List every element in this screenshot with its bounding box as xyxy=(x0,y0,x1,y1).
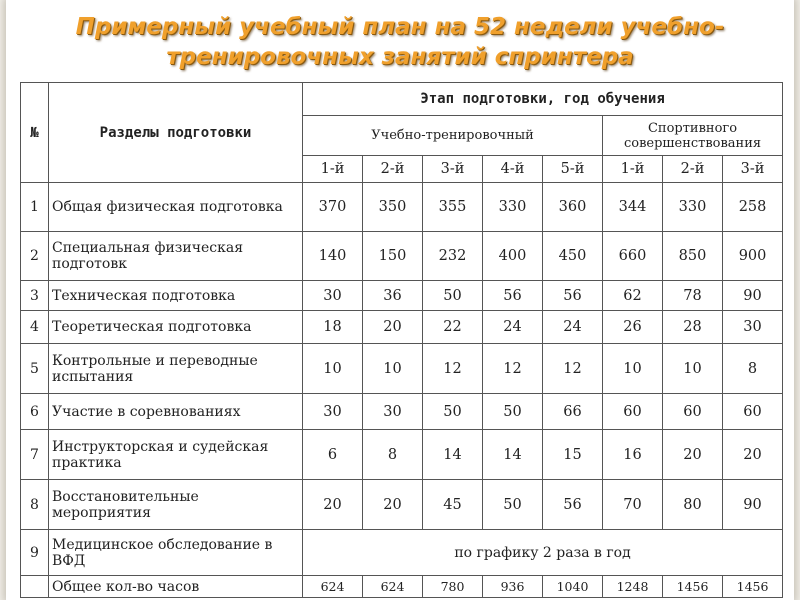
training-plan-table xyxy=(20,82,783,598)
row-value: 450 xyxy=(543,232,603,281)
row-value: 20 xyxy=(363,311,423,344)
row-value: 12 xyxy=(483,344,543,394)
row-section-name: Восстановительные мероприятия xyxy=(49,480,303,530)
row-value: 10 xyxy=(363,344,423,394)
row-number: 8 xyxy=(21,480,49,530)
row-value: 45 xyxy=(423,480,483,530)
row-value: 12 xyxy=(543,344,603,394)
table-row xyxy=(21,344,783,394)
header-year: 2-й xyxy=(363,156,423,183)
row-value: 78 xyxy=(663,281,723,311)
row-value: 30 xyxy=(303,394,363,430)
row-value: 12 xyxy=(423,344,483,394)
row-value: 360 xyxy=(543,183,603,232)
row-value: 16 xyxy=(603,430,663,480)
row-number: 4 xyxy=(21,311,49,344)
row-section-name: Теоретическая подготовка xyxy=(49,311,303,344)
row-value: 70 xyxy=(603,480,663,530)
row-section-name: Общая физическая подготовка xyxy=(49,183,303,232)
row-value: 62 xyxy=(603,281,663,311)
row-number: 7 xyxy=(21,430,49,480)
total-label: Общее кол-во часов xyxy=(49,576,303,598)
row-value: 24 xyxy=(483,311,543,344)
row-value: 24 xyxy=(543,311,603,344)
title-line-2: тренировочных занятий спринтера xyxy=(166,44,634,70)
total-value: 936 xyxy=(483,576,543,598)
header-row-1 xyxy=(21,83,783,116)
row-value: 56 xyxy=(543,281,603,311)
row-value: 330 xyxy=(483,183,543,232)
row-value: 355 xyxy=(423,183,483,232)
row-value: 150 xyxy=(363,232,423,281)
row-value: 660 xyxy=(603,232,663,281)
header-stage: Этап подготовки, год обучения xyxy=(303,83,783,116)
header-sections: Разделы подготовки xyxy=(49,83,303,183)
table-row xyxy=(21,281,783,311)
row-value: 56 xyxy=(483,281,543,311)
row-section-name: Участие в соревнованиях xyxy=(49,394,303,430)
row-value: 66 xyxy=(543,394,603,430)
total-number-empty xyxy=(21,576,49,598)
row-section-name: Контрольные и переводные испытания xyxy=(49,344,303,394)
header-year: 3-й xyxy=(723,156,783,183)
row-value: 50 xyxy=(483,394,543,430)
header-number: № xyxy=(21,83,49,183)
row-value: 400 xyxy=(483,232,543,281)
row-value: 30 xyxy=(723,311,783,344)
row-value: 28 xyxy=(663,311,723,344)
table-row xyxy=(21,394,783,430)
table-row xyxy=(21,430,783,480)
row-value: 20 xyxy=(363,480,423,530)
row-value: 36 xyxy=(363,281,423,311)
row-value: 20 xyxy=(723,430,783,480)
header-year: 1-й xyxy=(603,156,663,183)
table-row xyxy=(21,232,783,281)
row-value: 50 xyxy=(423,281,483,311)
total-value: 1040 xyxy=(543,576,603,598)
table-row xyxy=(21,530,783,576)
row-value: 26 xyxy=(603,311,663,344)
row-value: 14 xyxy=(483,430,543,480)
row-value: 56 xyxy=(543,480,603,530)
row-value: 30 xyxy=(303,281,363,311)
row-section-name: Техническая подготовка xyxy=(49,281,303,311)
row-value: 20 xyxy=(663,430,723,480)
header-year: 3-й xyxy=(423,156,483,183)
row-number: 9 xyxy=(21,530,49,576)
row-value: 60 xyxy=(723,394,783,430)
row-number: 1 xyxy=(21,183,49,232)
row-value: 8 xyxy=(363,430,423,480)
row-value: 15 xyxy=(543,430,603,480)
total-value: 780 xyxy=(423,576,483,598)
header-year: 1-й xyxy=(303,156,363,183)
table-row xyxy=(21,480,783,530)
row-number: 5 xyxy=(21,344,49,394)
total-value: 1456 xyxy=(723,576,783,598)
table-row xyxy=(21,311,783,344)
header-year: 5-й xyxy=(543,156,603,183)
row-value: 10 xyxy=(663,344,723,394)
row-section-name: Инструкторская и судейская практика xyxy=(49,430,303,480)
row-value: 22 xyxy=(423,311,483,344)
header-stage-training: Учебно-тренировочный xyxy=(303,116,603,156)
row-value: 20 xyxy=(303,480,363,530)
row-value: 258 xyxy=(723,183,783,232)
row-number: 2 xyxy=(21,232,49,281)
row-section-name: Специальная физическая подготовк xyxy=(49,232,303,281)
row-value: 30 xyxy=(363,394,423,430)
row-number: 6 xyxy=(21,394,49,430)
row-value: 50 xyxy=(483,480,543,530)
table-row xyxy=(21,183,783,232)
row-value: 900 xyxy=(723,232,783,281)
row-merged-note: по графику 2 раза в год xyxy=(303,530,783,576)
row-value: 50 xyxy=(423,394,483,430)
row-value: 344 xyxy=(603,183,663,232)
title-line-1: Примерный учебный план на 52 недели учебно- xyxy=(75,14,725,40)
row-value: 14 xyxy=(423,430,483,480)
row-value: 80 xyxy=(663,480,723,530)
row-number: 3 xyxy=(21,281,49,311)
slide-title xyxy=(0,12,800,72)
header-year: 4-й xyxy=(483,156,543,183)
row-value: 8 xyxy=(723,344,783,394)
row-value: 10 xyxy=(303,344,363,394)
row-value: 850 xyxy=(663,232,723,281)
row-value: 140 xyxy=(303,232,363,281)
header-year: 2-й xyxy=(663,156,723,183)
table-body xyxy=(21,183,783,598)
header-stage-sport: Спортивного совершенствования xyxy=(603,116,783,156)
total-value: 1456 xyxy=(663,576,723,598)
row-value: 90 xyxy=(723,281,783,311)
row-value: 330 xyxy=(663,183,723,232)
total-value: 624 xyxy=(303,576,363,598)
row-value: 18 xyxy=(303,311,363,344)
row-section-name: Медицинское обследование в ВФД xyxy=(49,530,303,576)
total-row xyxy=(21,576,783,598)
row-value: 60 xyxy=(663,394,723,430)
row-value: 60 xyxy=(603,394,663,430)
total-value: 624 xyxy=(363,576,423,598)
row-value: 10 xyxy=(603,344,663,394)
row-value: 370 xyxy=(303,183,363,232)
row-value: 232 xyxy=(423,232,483,281)
row-value: 90 xyxy=(723,480,783,530)
row-value: 6 xyxy=(303,430,363,480)
total-value: 1248 xyxy=(603,576,663,598)
row-value: 350 xyxy=(363,183,423,232)
